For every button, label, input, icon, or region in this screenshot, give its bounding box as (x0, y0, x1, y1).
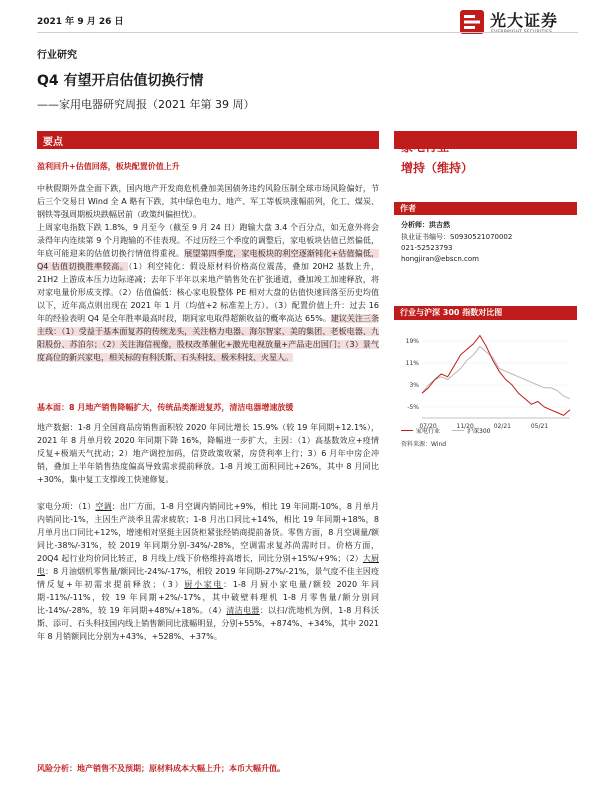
item-label-cleaning: 清洁电器 (226, 606, 260, 615)
y-tick-label: 3% (409, 382, 419, 389)
series-line-industry (422, 336, 570, 416)
section-appliance-items (37, 500, 379, 643)
y-tick-label: 11% (405, 360, 419, 367)
section-heading-profit: 盈利回升+估值回落，板块配置价值上升 (37, 162, 180, 171)
rating-label: 增持（维持） (401, 161, 474, 175)
y-tick-label: -5% (407, 404, 419, 411)
industry-label: 家电行业 (401, 140, 450, 154)
header-divider (37, 32, 578, 33)
series-line-csi300 (422, 347, 570, 399)
valuation-highlight: 展望第四季度，家电板块的利空逐渐钝化+估值偏低，Q4 估值切换胜率较高。 (37, 249, 379, 271)
paragraph-appliances (37, 500, 379, 643)
item-label-kitchen: 大厨电 (37, 554, 380, 576)
analyst-license: 执业证书编号：S0930521070002 (401, 233, 513, 241)
x-tick-label: 02/21 (493, 423, 511, 430)
x-tick-label: 05/21 (530, 423, 549, 430)
items-text-c: ：8 月油烟机零售量/额同比-24%/-17%，相较 2019 年同期-27%/-21%，景气度不佳主因疫情反复+年初需求提前释放；（3） (37, 567, 380, 589)
report-date: 2021 年 9 月 26 日 (37, 17, 124, 27)
chart-bar-label: 行业与沪深 300 指数对比图 (400, 308, 503, 317)
legend-swatch-industry (401, 430, 413, 432)
analyst-email: hongjiran@ebscn.com (401, 255, 479, 263)
legend-label-industry: 家电行业 (416, 428, 441, 435)
paragraph-market: 中秋假期外盘全面下跌，国内地产开发商危机叠加美国债务违约风险压制全球市场风险偏好，节后三个交易日 Wind 全 A 略有下跌，其中绿色电力、地产、军工等板块涨幅前列，化工、煤炭、钢铁等强周期板块跌幅居前（政策纠偏担忧）。 (37, 184, 379, 219)
report-category: 行业研究 (37, 50, 77, 61)
report-subtitle: ——家用电器研究周报（2021 年第 39 周） (37, 98, 255, 111)
paragraph-valuation (37, 221, 379, 364)
legend-swatch-csi300 (452, 430, 464, 432)
recommendation-highlight: 建议关注三条主线：（1）受益于基本面复苏的传统龙头，关注格力电器、海尔智家、美的集团、老板电器、九阳股份、苏泊尔；（2）关注海信视像，股权改革催化+激光电视放量+产品走出国门；（3）景气度高位的新兴家电，相关标的有科沃斯、石头科技、极米科技、火星人。 (37, 314, 380, 362)
paragraph-property: 地产数据：1-8 月全国商品房销售面积较 2020 年同比增长 15.9%（较 19 年同期+12.1%），2021 年 8 月单月较 2020 年同期下降 16%，降幅进一步扩大，主因：（1）高基数效应+疫情反复+极端天气扰动；2）地产调控加码，信贷政策收紧，房贷利率上行；3）6 月年中房企冲销，叠加上半年销售热度偏高导致需求提前释放。1-8 月竣工面积同比+26%，其中 8 月同比+30%，集中复工支撑竣工快速修复。 (37, 423, 379, 484)
items-text-e: ：以扫/洗地机为例，1-8 月科沃斯、添可、石头科技国内线上销售额同比涨幅明显，分别+55%、+874%、+34%，其中 2021 年 8 月销额同比分别为+43%、+528%、+37%。 (37, 606, 379, 641)
section-heading-fundamentals: 基本面：8 月地产销售降幅扩大，传统品类渐进复苏，清洁电器增速放缓 (37, 403, 294, 412)
x-tick-label: 11/20 (456, 423, 474, 430)
author-bar (394, 202, 577, 215)
risk-analysis: 风险分析：地产销售不及预期；原材料成本大幅上升；本币大幅升值。 (37, 764, 285, 773)
analyst-name: 分析师：洪吉然 (401, 221, 450, 229)
section-property-data (37, 421, 379, 486)
valuation-text-a: 上周家电指数下跌 1.8%，9 月至今（截至 9 月 24 日）跑输大盘 3.4 个百分点，如无意外将会录得年内连续第 9 个月跑输的不佳表现。不过历经三个季度的调整后，家电板块估值已然偏低，年底可能迎来的估值切换行情值得重视。 (37, 223, 379, 258)
index-comparison-chart (394, 322, 577, 442)
legend-label-csi300: 沪深300 (467, 428, 491, 435)
author-bar-label: 作者 (400, 204, 416, 213)
items-text-a: 家电分项：（1） (37, 502, 96, 511)
analyst-phone: 021-52523793 (401, 244, 453, 252)
y-tick-label: 19% (405, 338, 419, 345)
summary-bar-label: 要点 (43, 137, 63, 148)
brand-logo (458, 6, 578, 42)
x-tick-label: 07/20 (419, 423, 437, 430)
report-title: Q4 有望开启估值切换行情 (37, 73, 204, 89)
section-profit-body (37, 182, 379, 364)
item-label-small-appliance: 厨小家电 (184, 580, 224, 589)
summary-bar (37, 131, 379, 149)
chart-bar (394, 306, 577, 320)
chart-source: 资料来源：Wind (401, 441, 447, 448)
chart-legend (401, 426, 490, 435)
logo-text-cn: 光大证券 (490, 11, 559, 30)
items-text-d: ：1-8 月厨小家电量/额较 2020 年同期-11%/-11%，较 19 年同期+2%/-17%，其中破壁料理机 1-8 月零售量/额分别同比-14%/-28%，较 19 年同期+48%/+18%。（4） (37, 580, 380, 615)
valuation-text-b: （1）利空钝化：假设原材料价格高位震荡，叠加 20H2 基数上升，21H2 上游成本压力边际递减；去年下半年以来地产销售处在扩张通道，叠加竣工加速释放，将对家电量价形成支撑。（2）估值偏低：核心家电股整体 PE 相对大盘的估值快速回落至历史均值以下，近年高点则出现在 2021 年 1 月（均值+2 标准差上方）。（3）配置价值上升：过去 16 年的经验表明 Q4 是全年胜率最高时段，期间家电取得超额收益的概率高达 65%。 (37, 262, 379, 323)
item-label-ac: 空调 (95, 502, 112, 511)
items-text-b: ：出厂方面，1-8 月空调内销同比+9%，相比 19 年同期-10%，8 月单月内销同比-1%，主因生产淡季且需求疲软；1-8 月出口同比+14%，相比 19 年同期+18%，8 月单月出口同比+12%，增速相对坚挺主因货柜紧张经销商提前备货。零售方面，8 月空调量/额同比-38%/-31%，较 2019 年同期分别-34%/-28%，空调需求复苏尚需时日。价格方面，20Q4 起行业均价同比转正，8 月线上/线下价格维持高增长，同比分别+15%/+9%；（2） (37, 502, 379, 563)
